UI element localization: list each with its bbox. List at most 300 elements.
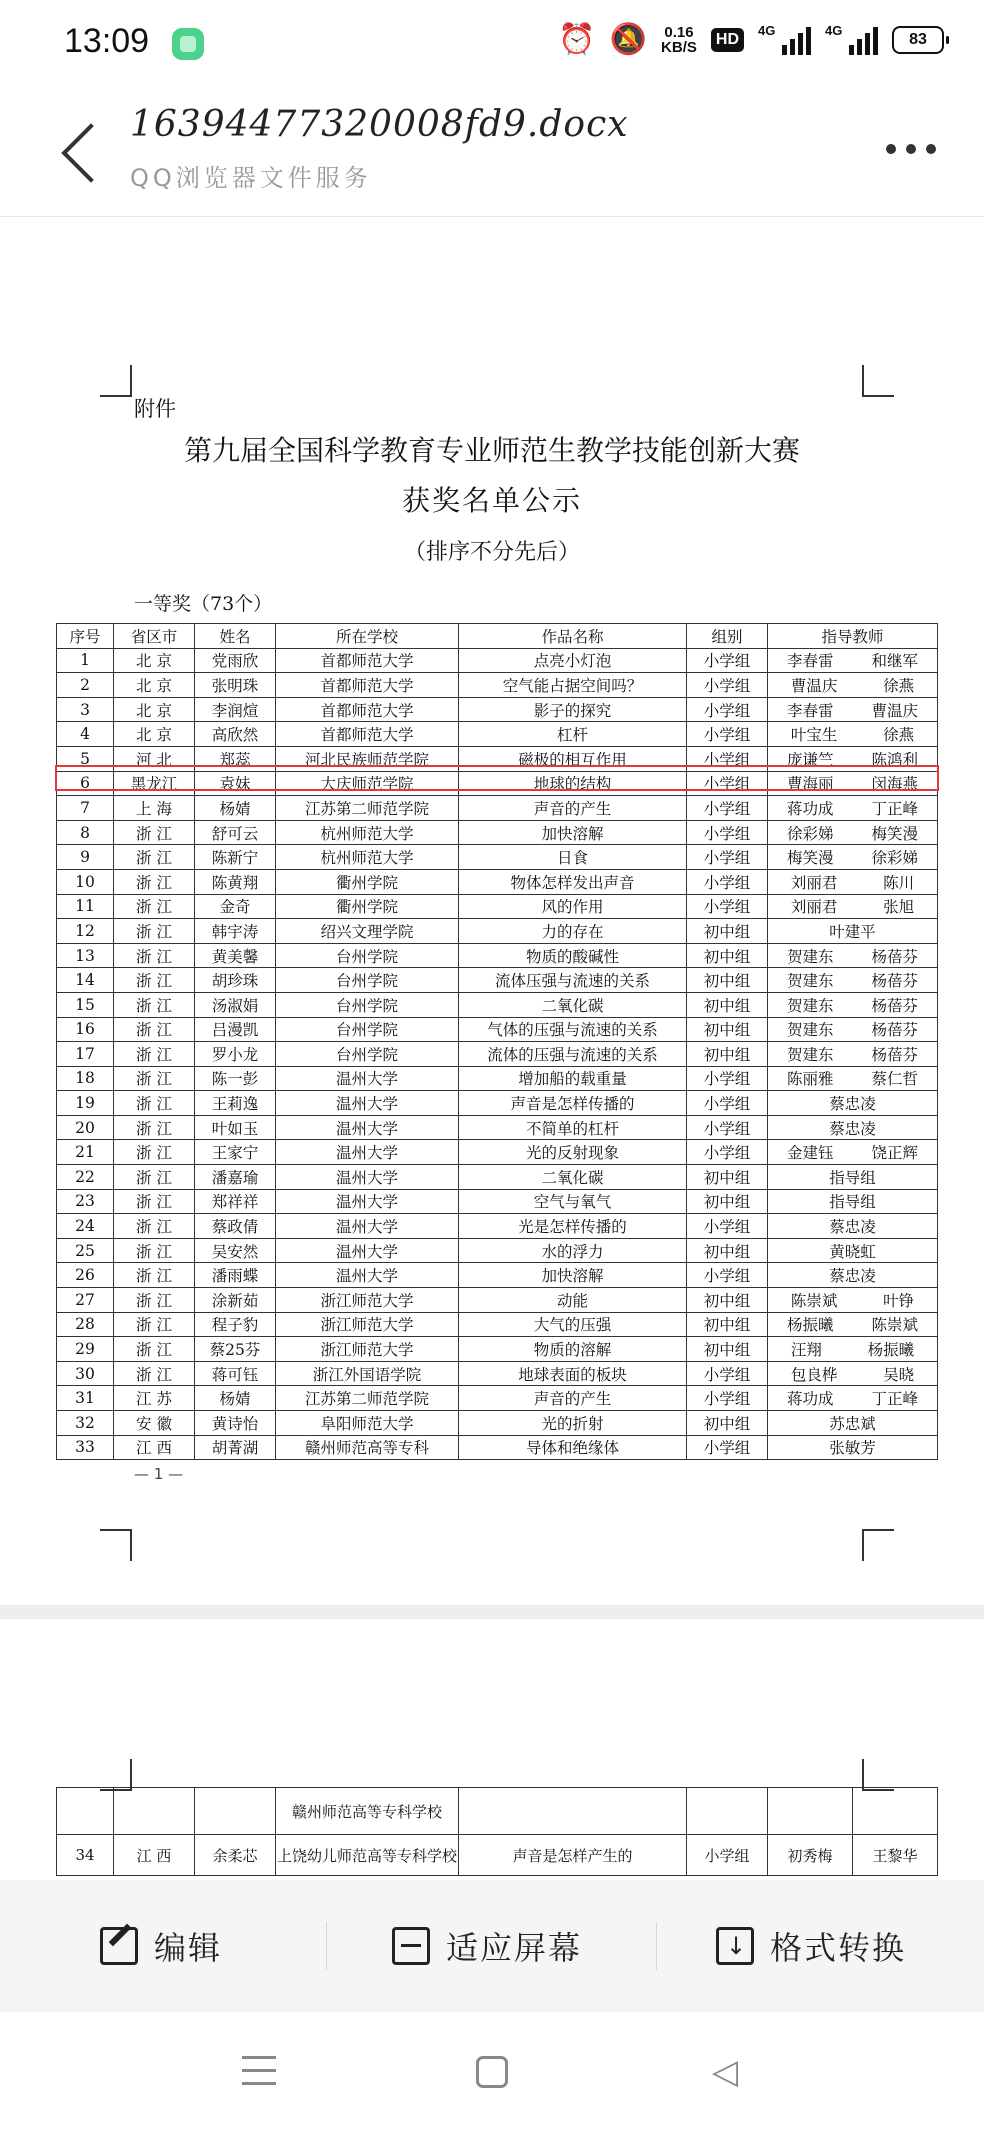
advisor-name: 曹温庆: [871, 701, 918, 720]
table-cell: 14: [57, 968, 114, 993]
net-speed-value: 0.16: [664, 23, 694, 41]
table-cell: 16: [57, 1017, 114, 1042]
advisor-name: 杨振曦: [786, 1316, 834, 1335]
table-cell: 初中组: [687, 919, 768, 944]
table-cell: 动能: [459, 1288, 687, 1313]
table-cell: [114, 1788, 195, 1835]
table-cell: 河北民族师范学院: [276, 746, 459, 771]
table-cell: 20: [57, 1115, 114, 1140]
table-cell: 声音的产生: [459, 1386, 687, 1411]
table-cell: 小学组: [687, 869, 768, 894]
table-row: [57, 1042, 938, 1067]
table-cell: 台州学院: [276, 968, 459, 993]
table-cell: 32: [57, 1411, 114, 1436]
advisor-name: 金建钰: [786, 1144, 834, 1163]
table-cell: 初中组: [687, 1165, 768, 1190]
table-cell: 台州学院: [276, 1042, 459, 1067]
table-cell: 增加船的载重量: [459, 1066, 687, 1091]
table-cell: 小学组: [687, 1435, 768, 1460]
advisor-name: 李春雷: [786, 652, 834, 671]
table-cell: 温州大学: [276, 1091, 459, 1116]
advisor-name: 蔡忠凌: [829, 1218, 876, 1237]
format-convert-button[interactable]: [716, 1880, 906, 2012]
bottom-toolbar: [0, 1880, 984, 2012]
table-cell: 初中组: [687, 968, 768, 993]
page-corner-mark: [862, 365, 894, 397]
advisor-name: 庞谦竺: [786, 750, 834, 769]
advisor-cell: [768, 845, 938, 870]
signal-label: 4G: [825, 22, 843, 38]
advisor-name: 饶正辉: [871, 1144, 918, 1163]
table-cell: 5: [57, 746, 114, 771]
advisor-name: 张旭: [883, 898, 915, 917]
table-cell: 小学组: [687, 845, 768, 870]
table-cell: 24: [57, 1214, 114, 1239]
file-service-label: QQ浏览器文件服务: [130, 164, 372, 192]
home-icon[interactable]: [476, 2056, 508, 2088]
table-cell: 22: [57, 1165, 114, 1190]
table-cell: 温州大学: [276, 1238, 459, 1263]
advisor-name: 徐彩娣: [871, 849, 918, 868]
table-cell: 潘雨蝶: [195, 1263, 276, 1288]
table-row: [57, 673, 938, 698]
table-cell: 小学组: [687, 1214, 768, 1239]
app-header: [0, 88, 984, 217]
table-cell: 二氧化碳: [459, 992, 687, 1017]
back-icon[interactable]: [54, 120, 114, 190]
advisor-name: 丁正峰: [871, 1390, 918, 1409]
edit-label: 编辑: [154, 1929, 223, 1967]
table-row: [57, 1214, 938, 1239]
table-cell: 初中组: [687, 1337, 768, 1362]
table-cell: 浙 江: [114, 845, 195, 870]
table-cell: 小学组: [687, 1386, 768, 1411]
table-cell: 浙 江: [114, 1189, 195, 1214]
table-cell: 小学组: [687, 1091, 768, 1116]
advisor-cell: [768, 648, 938, 673]
advisor-name: 蔡忠凌: [829, 1095, 876, 1114]
table-row: [57, 648, 938, 673]
table-row: [57, 746, 938, 771]
column-header: 组别: [687, 624, 768, 649]
table-cell: 光是怎样传播的: [459, 1214, 687, 1239]
table-cell: 江苏第二师范学院: [276, 796, 459, 821]
table-cell: 蒋可钰: [195, 1361, 276, 1386]
table-cell: 涂新茹: [195, 1288, 276, 1313]
edit-button[interactable]: [100, 1880, 222, 2012]
table-cell: 赣州师范高等专科学校: [276, 1788, 459, 1835]
table-cell: 台州学院: [276, 1017, 459, 1042]
table-cell: 浙 江: [114, 992, 195, 1017]
advisor-name: 吴晓: [883, 1365, 915, 1384]
table-cell: 温州大学: [276, 1140, 459, 1165]
table-cell: 金奇: [195, 894, 276, 919]
table-cell: 浙 江: [114, 968, 195, 993]
table-cell: [768, 1788, 853, 1835]
fit-screen-icon: [392, 1927, 430, 1965]
table-cell: 叶如玉: [195, 1115, 276, 1140]
document-page: [0, 217, 984, 1605]
table-row: [57, 1066, 938, 1091]
document-subtitle: 获奖名单公示: [401, 484, 582, 517]
table-row: [57, 1140, 938, 1165]
advisor-name: 杨蓓芬: [871, 1045, 918, 1064]
table-cell: 汤淑娟: [195, 992, 276, 1017]
table-row: [57, 869, 938, 894]
advisor-name: 和继军: [871, 652, 918, 671]
back-triangle-icon[interactable]: ◁: [712, 2052, 739, 2092]
table-cell: 温州大学: [276, 1115, 459, 1140]
table-cell: 郑祥祥: [195, 1189, 276, 1214]
table-cell: 29: [57, 1337, 114, 1362]
menu-icon[interactable]: [242, 2056, 276, 2095]
table-cell: 2: [57, 673, 114, 698]
advisor-name: 陈丽雅: [786, 1070, 834, 1089]
advisor-cell: [768, 1386, 938, 1411]
table-cell: 北 京: [114, 722, 195, 747]
table-row: [57, 1386, 938, 1411]
table-cell: 江 苏: [114, 1386, 195, 1411]
advisor-name: 陈崇斌: [871, 1316, 918, 1335]
advisor-name: 黄晓虹: [829, 1242, 876, 1261]
file-name: 16394477320008fd9.docx: [130, 104, 629, 145]
table-row: [57, 1411, 938, 1436]
table-cell: 胡珍珠: [195, 968, 276, 993]
table-cell: 30: [57, 1361, 114, 1386]
table-cell: 王黎华: [853, 1835, 938, 1876]
table-cell: 28: [57, 1312, 114, 1337]
table-cell: 力的存在: [459, 919, 687, 944]
table-cell: 台州学院: [276, 992, 459, 1017]
table-row: [57, 1788, 938, 1835]
advisor-name: 指导组: [829, 1168, 876, 1187]
table-cell: 浙江师范大学: [276, 1337, 459, 1362]
advisor-cell: [768, 1091, 938, 1116]
advisor-cell: [768, 1411, 938, 1436]
table-row: [57, 968, 938, 993]
table-cell: 北 京: [114, 648, 195, 673]
advisor-cell: [768, 894, 938, 919]
document-title: 第九届全国科学教育专业师范生教学技能创新大赛: [183, 434, 800, 467]
table-cell: 声音的产生: [459, 796, 687, 821]
table-cell: 上 海: [114, 796, 195, 821]
table-cell: 浙 江: [114, 1165, 195, 1190]
table-cell: 潘嘉瑜: [195, 1165, 276, 1190]
advisor-name: 蔡忠凌: [829, 1119, 876, 1138]
advisor-name: 梅笑漫: [786, 849, 834, 868]
advisor-name: 包良桦: [790, 1365, 838, 1384]
table-cell: 初中组: [687, 992, 768, 1017]
folder-download-icon: [716, 1927, 754, 1965]
table-cell: 34: [57, 1835, 114, 1876]
table-cell: 加快溶解: [459, 820, 687, 845]
toolbar-divider: [326, 1922, 327, 1970]
column-header: 所在学校: [276, 624, 459, 649]
signal-icon: [758, 22, 811, 55]
advisor-name: 梅笑漫: [871, 824, 918, 843]
table-header-row: [57, 624, 938, 649]
table-cell: 北 京: [114, 697, 195, 722]
advisor-cell: [768, 1361, 938, 1386]
column-header: 指导教师: [768, 624, 938, 649]
advisor-cell: [768, 746, 938, 771]
advisor-cell: [768, 673, 938, 698]
advisor-name: 刘丽君: [790, 898, 838, 917]
advisor-cell: [768, 869, 938, 894]
advisor-name: 丁正峰: [871, 799, 918, 818]
table-row: [57, 697, 938, 722]
table-cell: 高欣然: [195, 722, 276, 747]
advisor-name: 徐燕: [883, 676, 915, 695]
table-cell: 浙 江: [114, 1091, 195, 1116]
table-row: [57, 943, 938, 968]
table-cell: 吴安然: [195, 1238, 276, 1263]
system-nav-bar: [0, 2012, 984, 2132]
table-cell: 黄诗怡: [195, 1411, 276, 1436]
table-cell: 温州大学: [276, 1189, 459, 1214]
table-cell: 导体和绝缘体: [459, 1435, 687, 1460]
status-icons: [558, 22, 944, 57]
table-cell: 江 西: [114, 1435, 195, 1460]
table-cell: 空气与氧气: [459, 1189, 687, 1214]
advisor-name: 刘丽君: [790, 873, 838, 892]
table-cell: 浙 江: [114, 1115, 195, 1140]
table-cell: 初中组: [687, 943, 768, 968]
table-row: [57, 1361, 938, 1386]
document-page: [0, 1619, 984, 1880]
table-cell: 陈新宁: [195, 845, 276, 870]
table-cell: 初秀梅: [768, 1835, 853, 1876]
advisor-name: 叶建平: [829, 922, 876, 941]
table-cell: 温州大学: [276, 1263, 459, 1288]
advisor-cell: [768, 820, 938, 845]
advisor-cell: [768, 1017, 938, 1042]
table-cell: 浙 江: [114, 1238, 195, 1263]
table-cell: 杨婧: [195, 1386, 276, 1411]
table-cell: 6: [57, 771, 114, 796]
battery-icon: 83: [892, 26, 944, 54]
document-viewer[interactable]: [0, 217, 984, 1880]
table-cell: 温州大学: [276, 1165, 459, 1190]
table-cell: 上饶幼儿师范高等专科学校: [276, 1835, 459, 1876]
advisor-name: 杨蓓芬: [871, 996, 918, 1015]
table-cell: 小学组: [687, 1066, 768, 1091]
table-row: [57, 1091, 938, 1116]
table-cell: 浙 江: [114, 1288, 195, 1313]
table-cell: 物质的酸碱性: [459, 943, 687, 968]
table-cell: 日食: [459, 845, 687, 870]
table-cell: 王家宁: [195, 1140, 276, 1165]
table-cell: 浙 江: [114, 1361, 195, 1386]
advisor-cell: [768, 1263, 938, 1288]
table-row: [57, 1238, 938, 1263]
advisor-cell: [768, 796, 938, 821]
table-cell: 江 西: [114, 1835, 195, 1876]
table-cell: 空气能占据空间吗？: [459, 673, 687, 698]
advisor-cell: [768, 722, 938, 747]
advisor-name: 陈川: [883, 873, 915, 892]
table-row: [57, 1189, 938, 1214]
table-cell: 物质的溶解: [459, 1337, 687, 1362]
advisor-cell: [768, 1288, 938, 1313]
table-cell: 小学组: [687, 820, 768, 845]
advisor-cell: [768, 919, 938, 944]
table-row: [57, 1312, 938, 1337]
advisor-cell: [768, 992, 938, 1017]
table-cell: 初中组: [687, 1238, 768, 1263]
advisor-cell: [768, 1042, 938, 1067]
more-icon[interactable]: [886, 144, 936, 154]
table-cell: 浙 江: [114, 894, 195, 919]
table-cell: 浙 江: [114, 1017, 195, 1042]
table-cell: 浙 江: [114, 1263, 195, 1288]
advisor-name: 贺建东: [786, 1021, 834, 1040]
table-cell: 吕漫凯: [195, 1017, 276, 1042]
table-cell: 声音是怎样产生的: [459, 1835, 687, 1876]
alarm-icon: ⏰: [558, 23, 596, 56]
table-cell: 27: [57, 1288, 114, 1313]
net-speed: [661, 25, 697, 55]
table-row: [57, 1263, 938, 1288]
table-cell: 4: [57, 722, 114, 747]
table-cell: 流体压强与流速的关系: [459, 968, 687, 993]
table-cell: 王莉逸: [195, 1091, 276, 1116]
table-cell: 小学组: [687, 1361, 768, 1386]
table-cell: 17: [57, 1042, 114, 1067]
advisor-name: 曹温庆: [790, 676, 838, 695]
column-header: 序号: [57, 624, 114, 649]
table-cell: 罗小龙: [195, 1042, 276, 1067]
table-cell: 阜阳师范大学: [276, 1411, 459, 1436]
table-row: [57, 722, 938, 747]
edit-icon: [100, 1927, 138, 1965]
table-cell: 韩宇涛: [195, 919, 276, 944]
table-cell: 浙 江: [114, 1042, 195, 1067]
table-cell: 26: [57, 1263, 114, 1288]
table-cell: 浙 江: [114, 943, 195, 968]
advisor-cell: [768, 1165, 938, 1190]
table-cell: 浙 江: [114, 1312, 195, 1337]
advisor-name: 蔡仁哲: [871, 1070, 918, 1089]
table-cell: 浙 江: [114, 1066, 195, 1091]
advisor-name: 叶铮: [883, 1291, 915, 1310]
table-cell: 二氧化碳: [459, 1165, 687, 1190]
table-cell: 地球的结构: [459, 771, 687, 796]
table-cell: 杠杆: [459, 722, 687, 747]
table-cell: 23: [57, 1189, 114, 1214]
table-cell: 浙 江: [114, 1337, 195, 1362]
table-cell: 小学组: [687, 673, 768, 698]
table-cell: 18: [57, 1066, 114, 1091]
table-cell: 31: [57, 1386, 114, 1411]
table-cell: 江苏第二师范学院: [276, 1386, 459, 1411]
table-row: [57, 919, 938, 944]
table-row: [57, 820, 938, 845]
attachment-label: 附件: [134, 397, 176, 421]
table-cell: 杭州师范大学: [276, 845, 459, 870]
table-cell: [853, 1788, 938, 1835]
table-cell: 声音是怎样传播的: [459, 1091, 687, 1116]
advisor-cell: [768, 697, 938, 722]
advisor-name: 汪翔: [790, 1341, 822, 1360]
table-cell: 13: [57, 943, 114, 968]
table-cell: 首都师范大学: [276, 697, 459, 722]
table-cell: 张明珠: [195, 673, 276, 698]
table-row: [57, 1337, 938, 1362]
advisor-name: 叶宝生: [790, 726, 838, 745]
table-cell: 物体怎样发出声音: [459, 869, 687, 894]
advisor-cell: [768, 1115, 938, 1140]
table-cell: [459, 1788, 687, 1835]
table-row: [57, 1017, 938, 1042]
advisor-name: 蔡忠凌: [829, 1267, 876, 1286]
table-cell: 浙 江: [114, 820, 195, 845]
table-cell: 蔡25芬: [195, 1337, 276, 1362]
advisor-name: 李春雷: [786, 701, 834, 720]
table-cell: 绍兴文理学院: [276, 919, 459, 944]
table-cell: 李润煊: [195, 697, 276, 722]
table-cell: 加快溶解: [459, 1263, 687, 1288]
prize-label: 一等奖（73个）: [134, 593, 273, 615]
table-cell: 不简单的杠杆: [459, 1115, 687, 1140]
table-cell: 温州大学: [276, 1066, 459, 1091]
table-cell: 影子的探究: [459, 697, 687, 722]
table-cell: 光的折射: [459, 1411, 687, 1436]
table-cell: 浙 江: [114, 1140, 195, 1165]
table-cell: 小学组: [687, 746, 768, 771]
table-row: [57, 1288, 938, 1313]
table-cell: [57, 1788, 114, 1835]
table-cell: 浙江外国语学院: [276, 1361, 459, 1386]
table-cell: 7: [57, 796, 114, 821]
table-cell: 陈黄翔: [195, 869, 276, 894]
hd-badge: HD: [711, 28, 744, 52]
table-cell: 袁妹: [195, 771, 276, 796]
table-cell: 衢州学院: [276, 894, 459, 919]
table-cell: 余柔芯: [195, 1835, 276, 1876]
net-speed-unit: KB/S: [661, 38, 697, 56]
table-cell: 15: [57, 992, 114, 1017]
table-cell: 初中组: [687, 1288, 768, 1313]
table-cell: 浙 江: [114, 1214, 195, 1239]
table-cell: 大气的压强: [459, 1312, 687, 1337]
advisor-name: 指导组: [829, 1193, 876, 1212]
table-cell: 9: [57, 845, 114, 870]
table-cell: 19: [57, 1091, 114, 1116]
table-cell: 风的作用: [459, 894, 687, 919]
table-cell: 11: [57, 894, 114, 919]
advisor-name: 贺建东: [786, 1045, 834, 1064]
table-cell: [195, 1788, 276, 1835]
award-table: [56, 623, 938, 1460]
table-cell: 陈一彭: [195, 1066, 276, 1091]
format-convert-label: 格式转换: [770, 1929, 907, 1967]
table-cell: 小学组: [687, 894, 768, 919]
table-cell: 小学组: [687, 1835, 768, 1876]
table-cell: 浙江师范大学: [276, 1288, 459, 1313]
fit-screen-button[interactable]: [392, 1880, 582, 2012]
table-cell: 大庆师范学院: [276, 771, 459, 796]
toolbar-divider: [656, 1922, 657, 1970]
table-cell: 光的反射现象: [459, 1140, 687, 1165]
table-cell: 8: [57, 820, 114, 845]
table-row: [57, 845, 938, 870]
table-row: [57, 771, 938, 796]
advisor-name: 蒋功成: [786, 1390, 834, 1409]
table-cell: 初中组: [687, 1189, 768, 1214]
advisor-cell: [768, 1337, 938, 1362]
advisor-cell: [768, 943, 938, 968]
